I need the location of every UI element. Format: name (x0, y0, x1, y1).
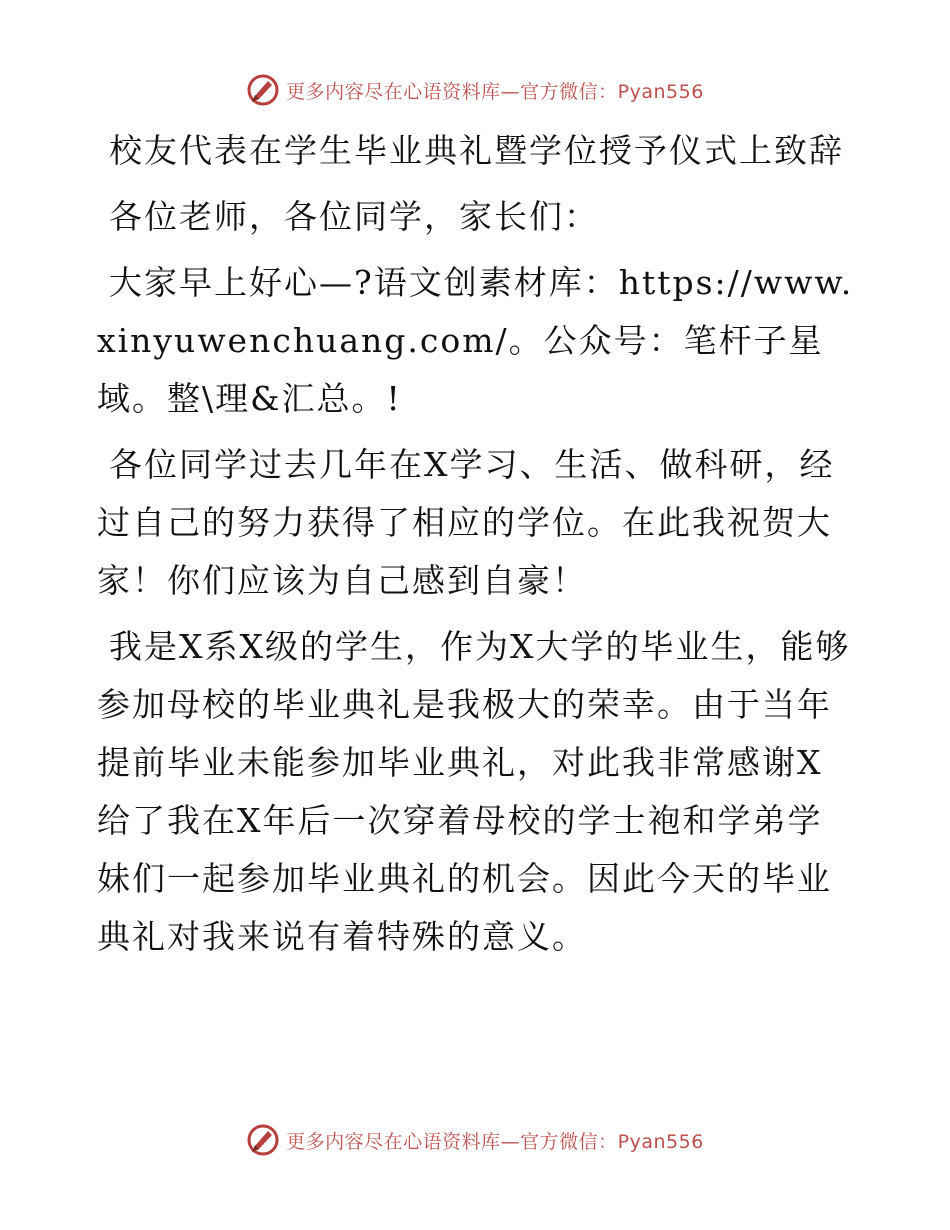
pen-logo-icon (246, 1123, 280, 1157)
header-watermark-banner (0, 70, 950, 110)
footer-watermark-banner (0, 1120, 950, 1160)
paragraph-promo: 大家早上好心—?语文创素材库：https://www.xinyuwenchuang.com/。公众号：笔杆子星域。整\理&汇总。! (97, 263, 854, 418)
watermark-text: 更多内容尽在心语资料库—官方微信：Pyan556 (286, 80, 704, 103)
wechat-handle: Pyan556 (617, 80, 704, 103)
watermark-text: 更多内容尽在心语资料库—官方微信：Pyan556 (286, 1130, 704, 1153)
document-body (97, 122, 857, 966)
document-title: 校友代表在学生毕业典礼暨学位授予仪式上致辞 (109, 131, 844, 170)
paragraph-self-introduction: 我是X系X级的学生，作为X大学的毕业生，能够参加母校的毕业典礼是我极大的荣幸。由于当年提前毕业未能参加毕业典礼，对此我非常感谢X给了我在X年后一次穿着母校的学士袍和学弟学妹们一起参加毕业典礼的机会。因此今天的毕业典礼对我来说有着特殊的意义。 (97, 627, 851, 956)
wechat-handle: Pyan556 (617, 1130, 704, 1153)
paragraph-congratulations: 各位同学过去几年在X学习、生活、做科研，经过自己的努力获得了相应的学位。在此我祝贺大家！你们应该为自己感到自豪！ (97, 445, 835, 600)
paragraph-greeting: 各位老师，各位同学，家长们： (109, 197, 599, 236)
pen-logo-icon (246, 73, 280, 107)
